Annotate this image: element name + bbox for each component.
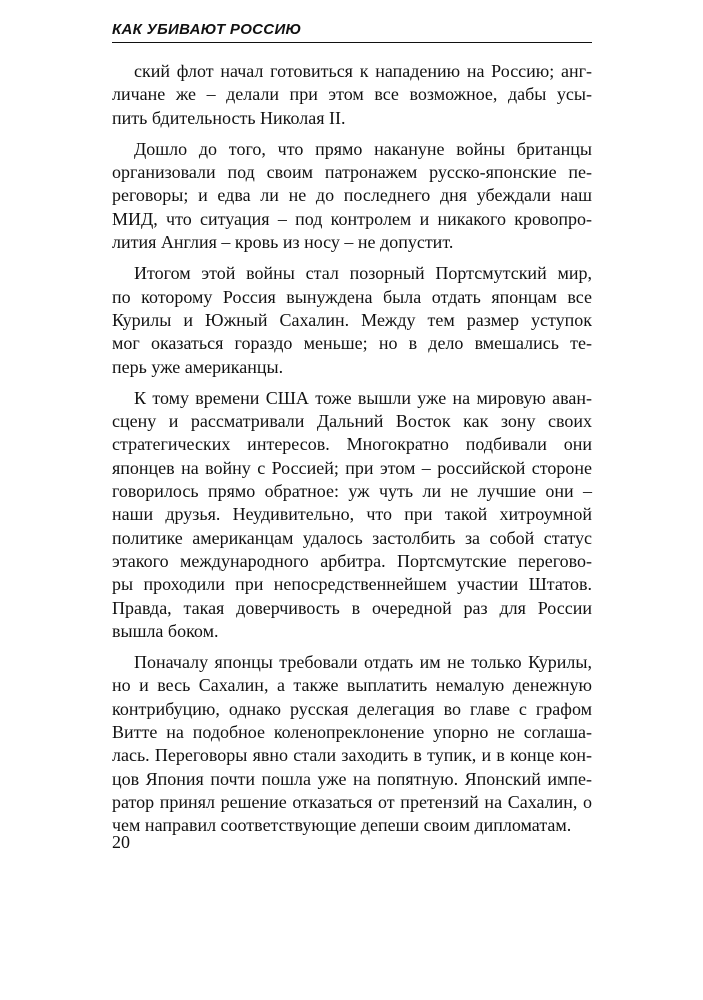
text-line: чем направил соответствующие депеши своим дипломатам. — [112, 815, 572, 836]
text-line: Витте на подобное коленопреклонение упорно не соглаша- — [112, 722, 592, 743]
text-line: наши друзья. Неудивительно, что при такой хитроумной — [112, 504, 592, 525]
running-header — [112, 18, 592, 43]
text-line: Курилы и Южный Сахалин. Между тем размер уступок — [112, 309, 592, 330]
text-line: ский флот начал готовиться к нападению на Россию; анг- — [134, 61, 592, 81]
text-line: японцев на войну с Россией; при этом – российской стороне — [112, 457, 592, 478]
text-line: цов Япония почти пошла уже на попятную. Японский импе- — [112, 768, 592, 789]
text-line: перь уже американцы. — [112, 356, 284, 377]
text-line: пить бдительность Николая II. — [112, 107, 346, 128]
page-number: 20 — [112, 832, 130, 852]
text-line: организовали под своим патронажем русско-японские пе- — [112, 162, 592, 183]
paragraph — [112, 60, 592, 130]
text-line: К тому времени США тоже вышли уже на мировую аван- — [134, 387, 592, 408]
text-line: вышла боком. — [112, 620, 219, 641]
running-title: КАК УБИВАЮТ РОССИЮ — [112, 21, 302, 38]
text-line: по которому Россия вынуждена была отдать японцам все — [112, 286, 592, 307]
paragraph — [112, 651, 592, 837]
text-line: Правда, такая доверчивость в очередной раз для России — [112, 597, 592, 618]
text-line: сцену и рассматривали Дальний Восток как зону своих — [112, 411, 592, 432]
text-line: личане же – делали при этом все возможное, дабы усы- — [112, 84, 592, 105]
text-line: лития Англия – кровь из носу – не допустит. — [112, 232, 454, 253]
text-line: политике американцам удалось застолбить за собой статус — [112, 527, 592, 548]
text-line: контрибуцию, однако русская делегация во главе с графом — [112, 698, 592, 719]
text-line: говорилось прямо обратное: уж чуть ли не лучшие они – — [112, 481, 592, 502]
text-line: Итогом этой войны стал позорный Портсмутский мир, — [134, 263, 592, 284]
text-line: Дошло до того, что прямо накануне войны британцы — [134, 138, 592, 159]
text-line: ры проходили при непосредственнейшем участии Штатов. — [112, 574, 592, 595]
text-line: этакого международного арбитра. Портсмутские перегово- — [112, 550, 592, 571]
text-line: мог оказаться гораздо меньше; но в дело вмешались те- — [112, 333, 592, 354]
text-line: лась. Переговоры явно стали заходить в тупик, и в конце кон- — [112, 745, 592, 766]
text-line: но и весь Сахалин, а также выплатить немалую денежную — [112, 675, 592, 696]
body-text — [112, 60, 592, 846]
text-line: реговоры; и едва ли не до последнего дня убеждали наш — [112, 185, 592, 206]
paragraph — [112, 138, 592, 254]
paragraph — [112, 387, 592, 643]
text-line: стратегических интересов. Многократно подбивали они — [112, 434, 592, 455]
paragraph — [112, 262, 592, 378]
text-line: МИД, что ситуация – под контролем и никакого кровопро- — [112, 208, 592, 229]
text-line: ратор принял решение отказаться от претензий на Сахалин, о — [112, 791, 592, 812]
text-line: Поначалу японцы требовали отдать им не только Курилы, — [134, 652, 592, 673]
